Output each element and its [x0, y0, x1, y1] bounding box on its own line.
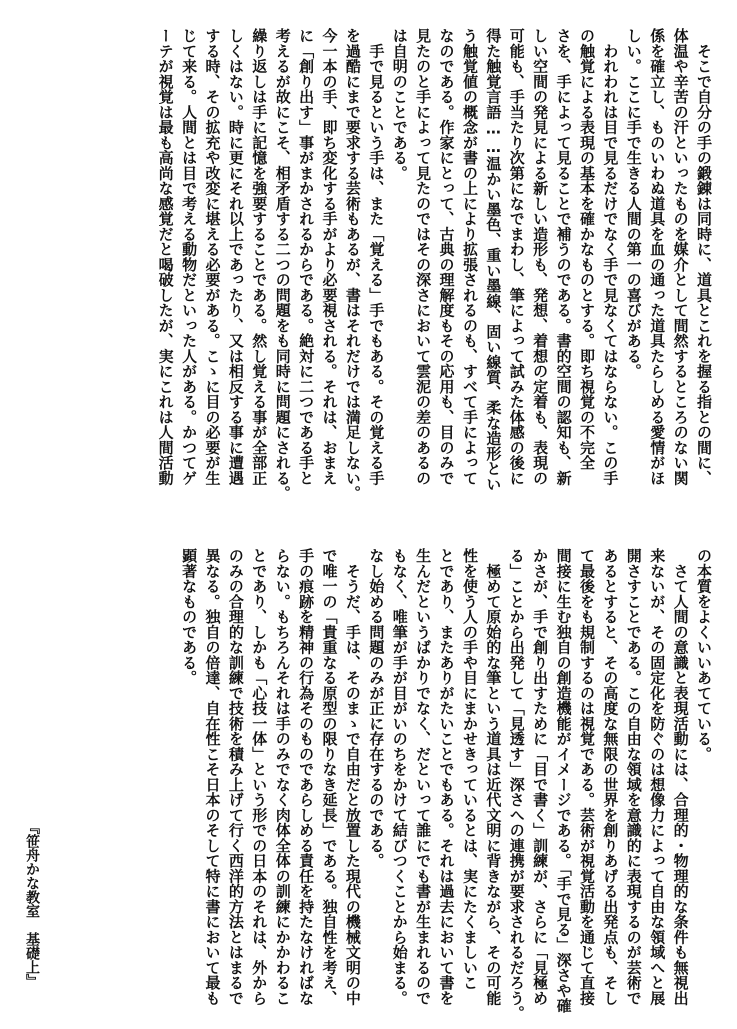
- text-line: 異なる。独自の倍達、自在性こそ日本のそして特に書において最も: [203, 548, 222, 1006]
- text-line: しい。ここに手で生きる人間の第一の喜びがある。: [624, 28, 643, 379]
- text-line: は自明のことである。: [390, 28, 409, 181]
- text-line: で唯一の「貴重なる原型の限りなき延長」である。独自性を考え、: [320, 548, 339, 1006]
- text-line: 極めて原始的な筆という道具は近代文明に背きながら、その可能: [484, 548, 503, 1006]
- lower-text-block: [177, 548, 715, 1021]
- text-line: あるとすると、その高度な無限の世界を創りあげる出発点も、そし: [601, 548, 620, 1006]
- text-line: 手で見るという手は、また「覚える」手でもある。その覚える手: [367, 28, 386, 486]
- text-line: そこで自分の手の鍛錬は同時に、道具とこれを握る指との間に、: [695, 28, 713, 486]
- upper-text-block: [153, 28, 715, 508]
- text-line: とであり、しかも「心技一体」という形での日本のそれは、外から: [250, 548, 269, 1006]
- text-line: を過酷にまで要求する芸術もあるが、書はそれだけでは満足しない。: [343, 28, 362, 501]
- source-citation: 『笹舟かな教室 基礎上』: [24, 820, 40, 988]
- text-line: の本質をよくいいあてている。: [695, 548, 713, 762]
- text-line: 顕著なものである。: [180, 548, 199, 686]
- text-line: なし始める問題のみが正に存在するのである。: [367, 548, 386, 869]
- text-line: かさが、手で創り出すために「目で書く」訓練が、さらに「見極め: [531, 548, 550, 1006]
- text-line: なのである。作家にとって、古典の理解度もその応用も、目のみで: [437, 28, 456, 486]
- text-line: 来ないが、その固定化を防ぐのは想像力によって自由な領域へと展: [648, 548, 667, 1006]
- text-line: しい空間の発見による新しい造形も、発想、着想の定着も、表現の: [531, 28, 550, 486]
- text-line: ーテが視覚は最も高尚な感覚だと喝破したが、実にこれは人間活動: [156, 28, 175, 486]
- text-line: じて来る。人間とは目で考える動物だといった人がある。かつてゲ: [180, 28, 199, 486]
- text-line: 得た触覚言語……温かい墨色、重い墨線、固い線質、柔な造形とい: [484, 28, 503, 492]
- text-line: さを、手によって見ることで補うのである。書的空間の認知も、新: [554, 28, 573, 486]
- text-line: る」ことから出発して「見透す」深さへの連携が要求されるだろう。: [507, 548, 526, 1021]
- text-line: さて人間の意識と表現活動には、合理的・物理的な条件も無視出: [671, 548, 690, 1006]
- text-line: もなく、唯筆が手が目がいのちをかけて結びつくことから始まる。: [390, 548, 409, 1006]
- text-line: 性を使う人の手や目にまかせきっているとは、実にたくましいこ: [460, 548, 479, 991]
- text-line: しくはない。時に更にそれ以上であったり、又は相反する事に遭遇: [226, 28, 245, 486]
- text-line: う触覚値の概念が書の上により拡張されるのも、すべて手によって: [460, 28, 479, 486]
- text-line: 間接に生む独自の創造機能がイメージである。「手で見る」深さや確: [554, 548, 573, 1014]
- text-line: のみの合理的な訓練で技術を積み上げて行く西洋的方法とはまるで: [226, 548, 245, 1006]
- text-line: 手の痕跡を精神の行為そのものであらしめる責任を持たなければな: [297, 548, 316, 1006]
- text-line: て最後をも規制するのは視覚である。芸術が視覚活動を通じて直接: [577, 548, 596, 1006]
- text-line: 考えるが故にこそ、相矛盾する二つの問題をも同時に問題にされる。: [273, 28, 292, 501]
- text-line: の触覚による表現の基本を確かなものとする。即ち視覚の不完全: [577, 28, 596, 471]
- text-line: らない。もちろんそれは手のみでなく肉体全体の訓練にかかわるこ: [273, 548, 292, 1006]
- text-line: 開さすことである。この自由な領域を意識的に表現するのが芸術で: [624, 548, 643, 1006]
- text-line: われわれは目で見るだけでなく手で見なくてはならない。この手: [601, 28, 620, 486]
- text-line: とであり、またありがたいことでもある。それは過去において書を: [437, 548, 456, 1006]
- text-line: する時、その拡充や改変に堪える必要がある。こゝに目の必要が生: [203, 28, 222, 486]
- text-line: 係を確立し、ものいわぬ道具を血の通った道具たらしめる愛情がほ: [648, 28, 667, 486]
- text-line: そうだ、手は、そのまゝで自由だと放置した現代の機械文明の中: [343, 548, 362, 1006]
- text-line: 見たのと手によって見たのではその深さにおいて雲泥の差のあるの: [414, 28, 433, 486]
- text-line: に「創り出す」事がまかされるからである。絶対に二つである手と: [297, 28, 316, 486]
- text-line: 体温や辛苦の汗といったものを媒介として間然するところのない関: [671, 28, 690, 486]
- text-line: 可能も、手当たり次第になでまわし、筆によって試みた体感の後に: [507, 28, 526, 486]
- text-line: 繰り返しは手に記憶を強要することである。然し覚える事が全部正: [250, 28, 269, 486]
- text-line: 今一本の手、即ち変化する手がより必要視される。それは、おまえ: [320, 28, 339, 486]
- text-line: 生んだというばかりでなく、だといって誰にでも書が生まれるので: [414, 548, 433, 1006]
